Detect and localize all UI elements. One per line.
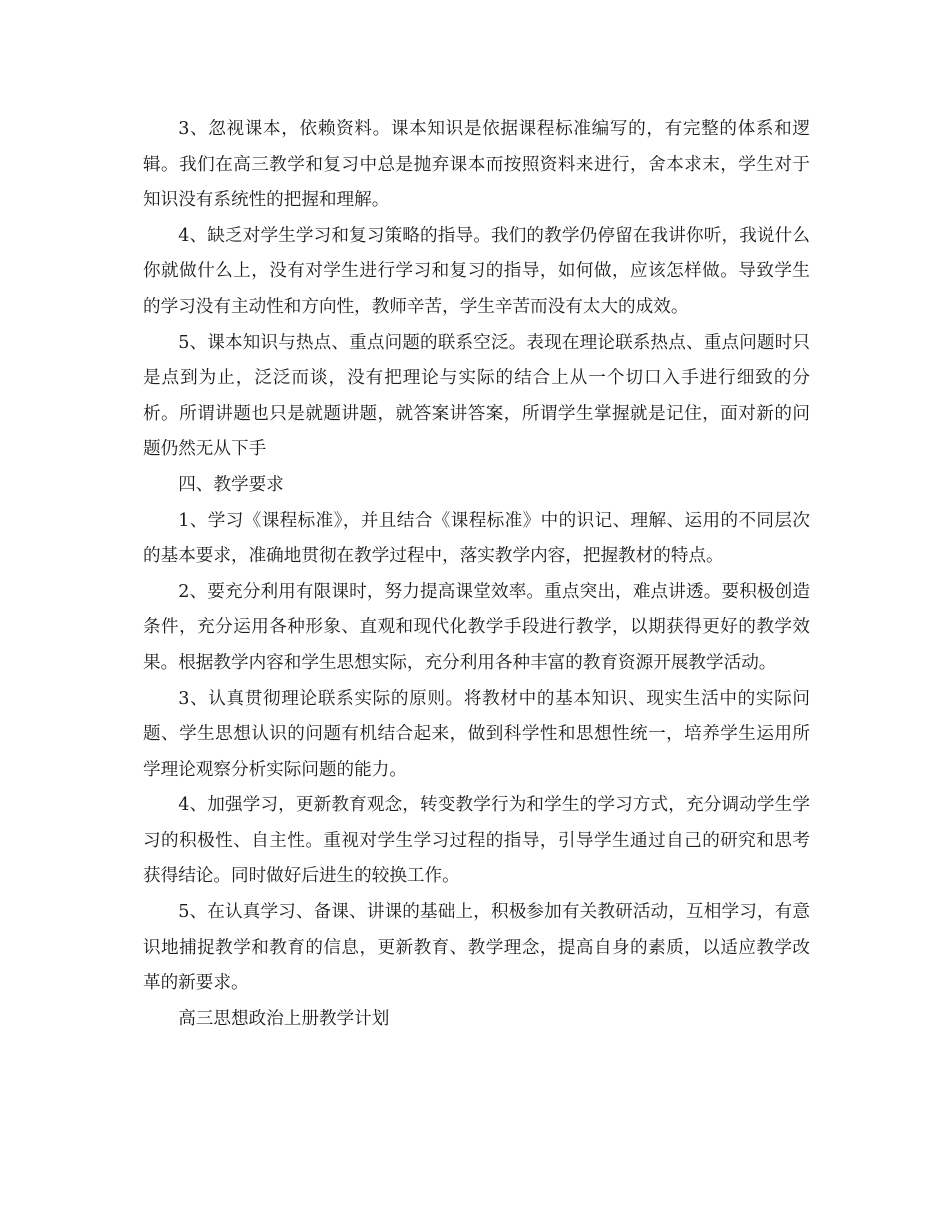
paragraph-requirement-5: 5、在认真学习、备课、讲课的基础上，积极参加有关教研活动，互相学习，有意识地捕捉教学和教育的信息，更新教育、教学理念，提高自身的素质，以适应教学改革的新要求。	[143, 902, 810, 994]
paragraph-requirement-2: 2、要充分利用有限课时，努力提高课堂效率。重点突出，难点讲透。要积极创造条件，充分运用各种形象、直观和现代化教学手段进行教学，以期获得更好的教学效果。根据教学内容和学生思想实际，充分利用各种丰富的教育资源开展教学活动。	[143, 581, 810, 673]
paragraph-point-3-textbook: 3、忽视课本，依赖资料。课本知识是依据课程标准编写的，有完整的体系和逻辑。我们在高三教学和复习中总是抛弃课本而按照资料来进行，舍本求末，学生对于知识没有系统性的把握和理解。	[143, 119, 810, 211]
paragraph-point-4-strategy: 4、缺乏对学生学习和复习策略的指导。我们的教学仍停留在我讲你听，我说什么你就做什么上，没有对学生进行学习和复习的指导，如何做，应该怎样做。导致学生的学习没有主动性和方向性，教师辛苦，学生辛苦而没有太大的成效。	[143, 225, 810, 317]
paragraph-point-5-hotspots: 5、课本知识与热点、重点问题的联系空泛。表现在理论联系热点、重点问题时只是点到为止，泛泛而谈，没有把理论与实际的结合上从一个切口入手进行细致的分析。所谓讲题也只是就题讲题，就答案讲答案，所谓学生掌握就是记住，面对新的问题仍然无从下手	[143, 332, 810, 460]
paragraph-requirement-1: 1、学习《课程标准》，并且结合《课程标准》中的识记、理解、运用的不同层次的基本要求，准确地贯彻在教学过程中，落实教学内容，把握教材的特点。	[143, 510, 810, 567]
paragraph-requirement-3: 3、认真贯彻理论联系实际的原则。将教材中的基本知识、现实生活中的实际问题、学生思想认识的问题有机结合起来，做到科学性和思想性统一，培养学生运用所学理论观察分析实际问题的能力。	[143, 688, 810, 780]
paragraph-requirement-4: 4、加强学习，更新教育观念，转变教学行为和学生的学习方式，充分调动学生学习的积极性、自主性。重视对学生学习过程的指导，引导学生通过自己的研究和思考获得结论。同时做好后进生的较换工作。	[143, 795, 810, 887]
next-document-title: 高三思想政治上册教学计划	[178, 1008, 390, 1029]
section-heading-requirements: 四、教学要求	[178, 474, 284, 495]
document-body	[143, 112, 810, 1037]
